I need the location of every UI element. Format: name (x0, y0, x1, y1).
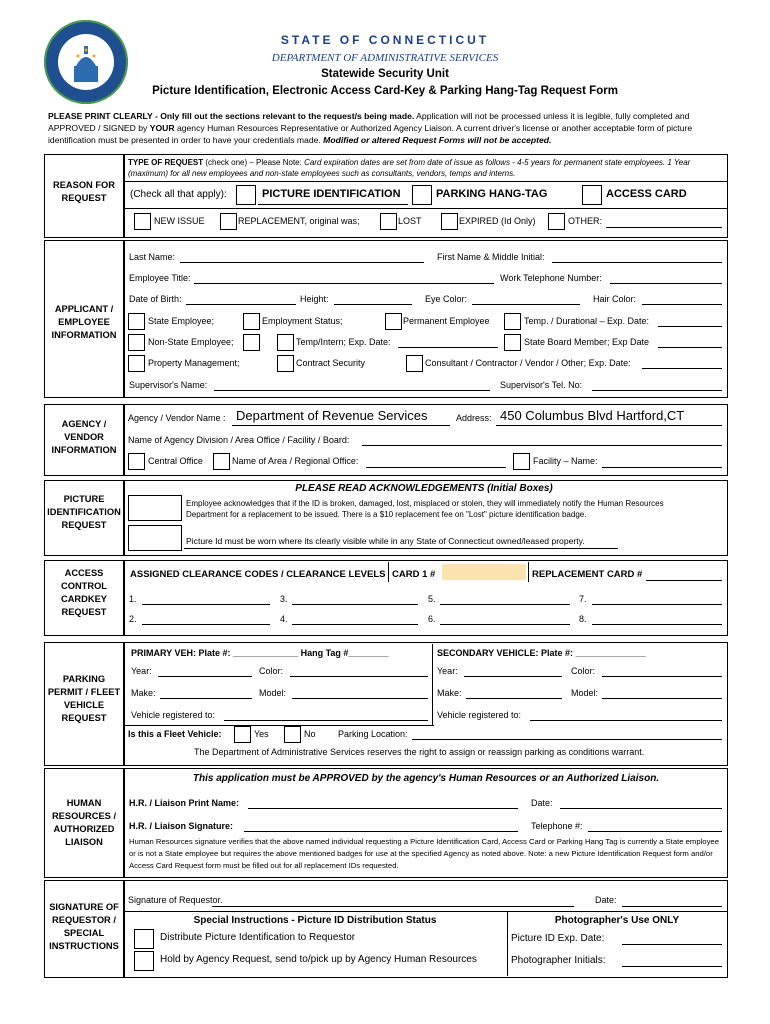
parking-location-label: Parking Location: (338, 729, 408, 739)
primary-make-field[interactable] (160, 698, 252, 699)
code-7-field[interactable] (592, 604, 722, 605)
nonstate-checkbox[interactable] (128, 334, 145, 351)
clearance-codes-label: ASSIGNED CLEARANCE CODES / CLEARANCE LEVELS (130, 569, 386, 580)
requestor-date-field[interactable] (622, 906, 722, 907)
fleet-yes-checkbox[interactable] (234, 726, 251, 743)
code-number-8: 8. (579, 614, 587, 624)
code-number-6: 6. (428, 614, 436, 624)
other-checkbox[interactable] (548, 213, 565, 230)
state-title: STATE OF CONNECTICUT (280, 33, 490, 47)
ack2-initial-box[interactable] (128, 525, 182, 551)
dob-label: Date of Birth: (129, 294, 182, 304)
fleet-no-checkbox[interactable] (284, 726, 301, 743)
hr-signature-field[interactable] (244, 831, 518, 832)
parking-note: The Department of Administrative Services reserves the right to assign or reassign parking as conditions warrant. (194, 747, 645, 757)
hr-date-field[interactable] (560, 808, 722, 809)
nonstate-label: Non-State Employee; (148, 337, 234, 347)
code-2-field[interactable] (142, 624, 270, 625)
replacement-card-label: REPLACEMENT CARD # (532, 569, 643, 580)
primary-make-label: Make: (131, 688, 156, 698)
requestor-signature-label: Signature of Requestor. (128, 895, 223, 905)
address-value[interactable]: 450 Columbus Blvd Hartford,CT (500, 408, 685, 423)
code-8-field[interactable] (592, 624, 722, 625)
access-card-checkbox[interactable] (582, 185, 602, 205)
agency-name-label: Agency / Vendor Name : (128, 413, 226, 423)
check-all-label: (Check all that apply): (130, 189, 227, 200)
ack1-initial-box[interactable] (128, 495, 182, 521)
form-title: Picture Identification, Electronic Access Card-Key & Parking Hang-Tag Request Form (152, 85, 618, 97)
picture-label-box (44, 480, 124, 556)
first-name-field[interactable] (552, 262, 722, 263)
primary-registered-field[interactable] (224, 720, 428, 721)
code-number-1: 1. (129, 594, 137, 604)
applicant-label: APPLICANT / EMPLOYEE INFORMATION (51, 304, 117, 340)
facility-label: Facility – Name: (533, 456, 598, 466)
id-exp-date-field[interactable] (622, 944, 722, 945)
intro-bold-3: Modified or altered Request Forms will not be accepted. (323, 135, 552, 145)
hr-telephone-label: Telephone #: (531, 821, 583, 831)
board-checkbox[interactable] (504, 334, 521, 351)
reason-label: REASON FOR REQUEST (53, 180, 115, 203)
code-4-field[interactable] (292, 624, 418, 625)
regional-office-checkbox[interactable] (213, 453, 230, 470)
secondary-model-field[interactable] (602, 698, 722, 699)
card1-label: CARD 1 # (392, 569, 436, 580)
consultant-exp-field[interactable] (642, 368, 722, 369)
hr-print-name-label: H.R. / Liaison Print Name: (129, 798, 240, 808)
ack2-text: Picture Id must be worn where its clearly visible while in any State of Connecticut owned/leased property. (186, 536, 585, 546)
hold-checkbox[interactable] (134, 951, 154, 971)
hr-date-label: Date: (531, 798, 553, 808)
agency-name-value[interactable]: Department of Revenue Services (236, 408, 428, 423)
temp-label: Temp. / Durational – Exp. Date: (524, 316, 650, 326)
primary-model-field[interactable] (292, 698, 428, 699)
new-issue-label: NEW ISSUE (154, 216, 205, 226)
property-checkbox[interactable] (128, 355, 145, 372)
code-number-5: 5. (428, 594, 436, 604)
hair-field[interactable] (642, 304, 722, 305)
height-label: Height: (300, 294, 329, 304)
requestor-signature-field[interactable] (212, 906, 574, 907)
division-field[interactable] (362, 445, 722, 446)
address-label: Address: (456, 413, 492, 423)
intern-label: Temp/Intern; Exp. Date: (296, 337, 391, 347)
permanent-label: Permanent Employee (403, 316, 490, 326)
divider (388, 562, 389, 582)
eye-label: Eye Color: (425, 294, 468, 304)
type-note-2: Card expiration dates are set from date of issue as follows - 4-5 years for permanent state employees. 1 Year (maximum) for all new employees and non-state employees such as consultants, vendors, temps and interns. (128, 158, 691, 178)
hr-telephone-field[interactable] (588, 831, 722, 832)
regional-office-label: Name of Area / Regional Office: (232, 456, 359, 466)
distribute-checkbox[interactable] (134, 929, 154, 949)
code-number-7: 7. (579, 594, 587, 604)
divider (124, 911, 728, 912)
code-3-field[interactable] (292, 604, 418, 605)
divider (258, 204, 408, 205)
board-exp-field[interactable] (658, 347, 722, 348)
work-phone-label: Work Telephone Number: (500, 273, 602, 283)
unit-title: Statewide Security Unit (321, 68, 449, 80)
requestor-date-label: Date: (595, 895, 617, 905)
intro-bold-1: PLEASE PRINT CLEARLY - Only fill out the sections relevant to the request/s being made. (48, 111, 415, 121)
expired-label: EXPIRED (Id Only) (459, 216, 536, 226)
code-number-3: 3. (280, 594, 288, 604)
parking-location-field[interactable] (412, 739, 722, 740)
agency-name-field (232, 425, 450, 426)
employee-title-label: Employee Title: (129, 273, 191, 283)
picture-label: PICTURE IDENTIFICATION REQUEST (47, 494, 121, 530)
work-phone-field[interactable] (610, 283, 722, 284)
employment-status-label: Employment Status; (262, 316, 343, 326)
intro-text-2: agency Human Resources Representative or Authorized Agency Liaison. A current driver's license or another acceptable form of picture identification must be presented in order to have your credentials made. (48, 123, 693, 145)
hold-label: Hold by Agency Request, send to/pick up by Agency Human Resources (160, 954, 477, 965)
ack1-text: Employee acknowledges that if the ID is broken, damaged, lost, misplaced or stolen, they will immediately notify the Human Resources Department for a replacement to be issued. There is a $10 replacement fee on "Lost" picture identification badge. (186, 499, 664, 519)
supervisor-field[interactable] (214, 390, 490, 391)
primary-model-label: Model: (259, 688, 287, 698)
facility-field[interactable] (602, 467, 722, 468)
divider (432, 644, 433, 726)
replacement-checkbox[interactable] (220, 213, 237, 230)
secondary-registered-field[interactable] (530, 720, 722, 721)
photographer-initials-label: Photographer Initials: (511, 955, 606, 966)
regional-office-field[interactable] (366, 467, 506, 468)
parking-label-box (44, 642, 124, 766)
divider (124, 208, 728, 209)
intern-checkbox-a[interactable] (243, 334, 260, 351)
intro-paragraph (48, 110, 728, 146)
ack2-underline (184, 548, 618, 549)
state-employee-label: State Employee; (148, 316, 215, 326)
agency-label-box (44, 404, 124, 476)
primary-color-label: Color: (259, 666, 284, 676)
card1-field[interactable] (442, 564, 526, 580)
hr-print-name-field[interactable] (248, 808, 518, 809)
replacement-card-field[interactable] (646, 580, 722, 581)
code-number-4: 4. (280, 614, 288, 624)
photographer-heading: Photographer's Use ONLY (554, 915, 680, 926)
primary-registered-label: Vehicle registered to: (131, 710, 216, 720)
parking-checkbox[interactable] (412, 185, 432, 205)
central-office-label: Central Office (148, 456, 203, 466)
type-of-request-note (128, 157, 722, 179)
secondary-year-field[interactable] (464, 676, 562, 677)
new-issue-checkbox[interactable] (134, 213, 151, 230)
secondary-color-field[interactable] (602, 676, 722, 677)
facility-checkbox[interactable] (513, 453, 530, 470)
hr-label-box (44, 768, 124, 878)
hr-label: HUMAN RESOURCES / AUTHORIZED LIAISON (51, 798, 117, 847)
secondary-year-label: Year: (437, 666, 458, 676)
lost-label: LOST (398, 216, 422, 226)
height-field[interactable] (334, 304, 412, 305)
code-6-field[interactable] (440, 624, 570, 625)
primary-vehicle-label: PRIMARY VEH: Plate #: _____________ Hang Tag #________ (131, 648, 389, 658)
dob-field[interactable] (186, 304, 296, 305)
primary-year-field[interactable] (158, 676, 252, 677)
fleet-vehicle-label: Is this a Fleet Vehicle: (128, 729, 222, 739)
divider (124, 181, 728, 182)
intern-checkbox[interactable] (277, 334, 294, 351)
primary-color-field[interactable] (290, 676, 428, 677)
address-field (496, 425, 722, 426)
parking-label: PARKING HANG-TAG (436, 188, 548, 200)
type-note-1: (check one) – Please Note: (203, 158, 305, 167)
agency-label: AGENCY / VENDOR INFORMATION (51, 419, 117, 455)
property-label: Property Management; (148, 358, 240, 368)
access-label-box (44, 560, 124, 636)
central-office-checkbox[interactable] (128, 453, 145, 470)
consultant-checkbox[interactable] (406, 355, 423, 372)
code-5-field[interactable] (440, 604, 570, 605)
signature-label-box (44, 880, 124, 978)
picture-id-checkbox[interactable] (236, 185, 256, 205)
access-card-label: ACCESS CARD (606, 188, 687, 200)
last-name-label: Last Name: (129, 252, 176, 262)
supervisor-tel-field[interactable] (592, 390, 722, 391)
contract-checkbox[interactable] (277, 355, 294, 372)
secondary-vehicle-label: SECONDARY VEHICLE: Plate #: ______________ (437, 648, 646, 658)
supervisor-tel-label: Supervisor's Tel. No: (500, 380, 583, 390)
replacement-label: REPLACEMENT, original was; (238, 216, 360, 226)
fleet-yes-label: Yes (254, 729, 269, 739)
picture-heading: PLEASE READ ACKNOWLEDGEMENTS (Initial Boxes) (295, 483, 553, 494)
employment-status-checkbox[interactable] (243, 313, 260, 330)
intro-text-1: Application will not be processed unless it is legible, fully completed and APPROVED / SIGNED by (48, 111, 690, 133)
secondary-registered-label: Vehicle registered to: (437, 710, 522, 720)
supervisor-label: Supervisor's Name: (129, 380, 208, 390)
secondary-make-label: Make: (437, 688, 462, 698)
type-heading: TYPE OF REQUEST (128, 158, 204, 167)
other-field[interactable] (606, 227, 722, 228)
secondary-color-label: Color: (571, 666, 596, 676)
intern-exp-field[interactable] (398, 347, 498, 348)
divider (528, 562, 529, 582)
hr-approval-text: This application must be APPROVED by the agency's Human Resources or an Authorized Liaison (192, 773, 657, 784)
code-1-field[interactable] (142, 604, 270, 605)
reason-label-box (44, 154, 124, 238)
access-label: ACCESS CONTROL CARDKEY REQUEST (61, 568, 107, 617)
permanent-checkbox[interactable] (385, 313, 402, 330)
picture-id-label: PICTURE IDENTIFICATION (262, 188, 401, 200)
code-number-2: 2. (129, 614, 137, 624)
intro-bold-2: YOUR (149, 123, 175, 133)
last-name-field[interactable] (180, 262, 424, 263)
signature-label: SIGNATURE OF REQUESTOR / SPECIAL INSTRUCTIONS (49, 902, 119, 951)
employee-title-field[interactable] (194, 283, 494, 284)
eye-field[interactable] (472, 304, 580, 305)
contract-label: Contract Security (296, 358, 366, 368)
secondary-make-field[interactable] (466, 698, 562, 699)
board-label: State Board Member; Exp Date (524, 337, 650, 347)
divider (124, 725, 434, 726)
other-label: OTHER: (568, 216, 603, 226)
division-label: Name of Agency Division / Area Office / Facility / Board: (128, 435, 350, 445)
applicant-label-box (44, 240, 124, 398)
id-exp-date-label: Picture ID Exp. Date: (511, 933, 605, 944)
photographer-initials-field[interactable] (622, 966, 722, 967)
consultant-label: Consultant / Contractor / Vendor / Other; Exp. Date: (425, 358, 631, 368)
primary-year-label: Year: (131, 666, 152, 676)
parking-section-label: PARKING PERMIT / FLEET VEHICLE REQUEST (47, 674, 121, 723)
distribute-label: Distribute Picture Identification to Requestor (160, 932, 356, 943)
lost-checkbox[interactable] (380, 213, 397, 230)
first-name-label: First Name & Middle Initial: (437, 252, 545, 262)
temp-checkbox[interactable] (504, 313, 521, 330)
fleet-no-label: No (304, 729, 316, 739)
temp-exp-field[interactable] (658, 326, 722, 327)
hair-label: Hair Color: (593, 294, 637, 304)
secondary-model-label: Model: (571, 688, 599, 698)
hr-approval-note: This application must be APPROVED by the agency's Human Resources or an Authorized Liaison. (192, 773, 660, 784)
department-title: DEPARTMENT OF ADMINISTRATIVE SERVICES (271, 52, 499, 64)
special-instructions-heading: Special Instructions - Picture ID Distribution Status (193, 915, 437, 926)
hr-signature-label: H.R. / Liaison Signature: (129, 821, 234, 831)
state-employee-checkbox[interactable] (128, 313, 145, 330)
expired-checkbox[interactable] (441, 213, 458, 230)
hr-statement: Human Resources signature verifies that the above named individual requesting a Picture Identification Card, Access Card or Parking Hang Tag is currently a State employee or is not a State employee but requires the above mentioned badges for use at the specified Agency as noted above. Note: a new Picture Identification Request form and/or Access Card Request form must be filled out for all replacement IDs requested. (129, 837, 719, 870)
